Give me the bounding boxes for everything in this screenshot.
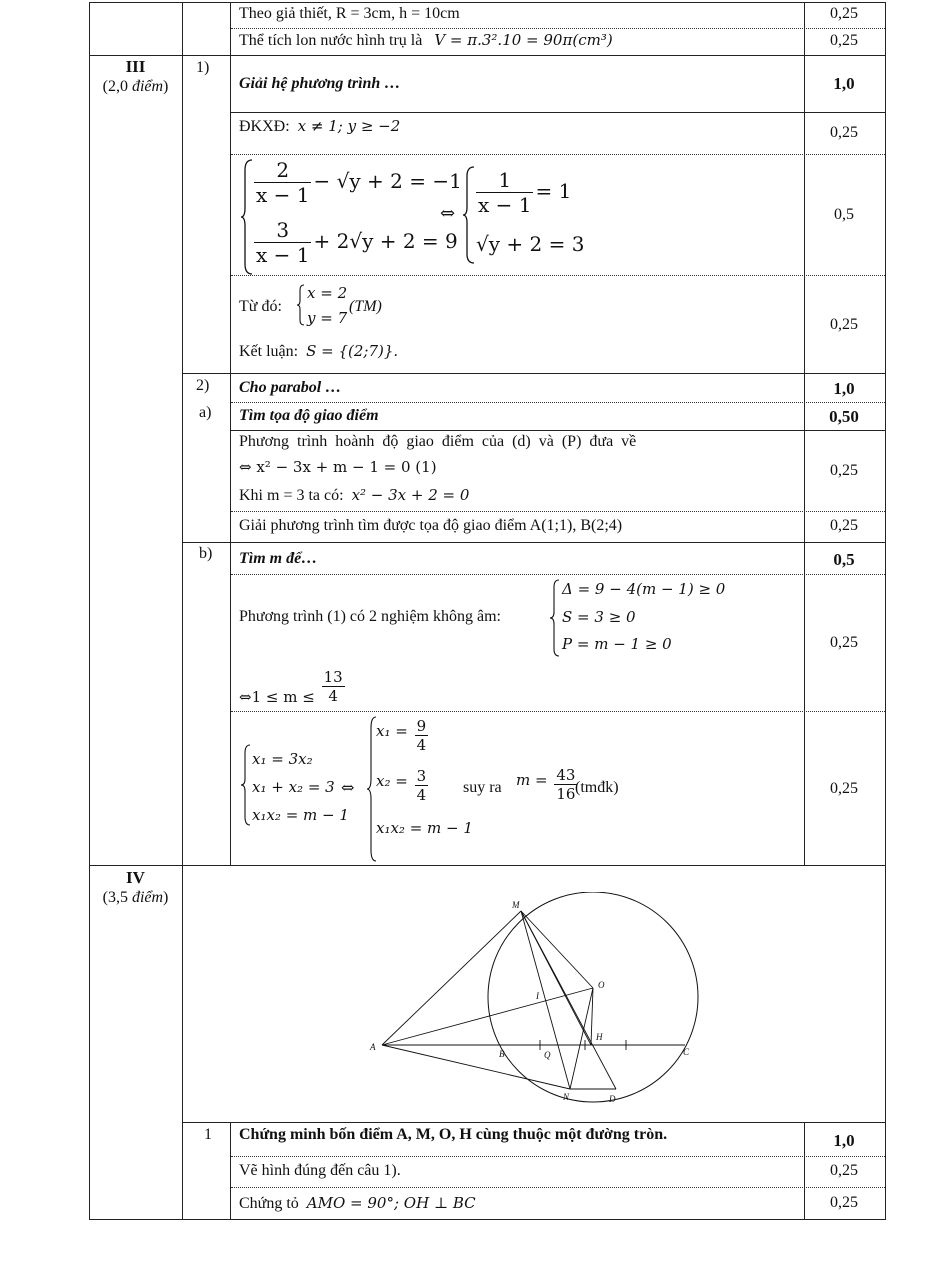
hline-dotted	[231, 28, 885, 29]
score: 0,50	[829, 407, 859, 426]
frac-num: 3	[416, 767, 427, 785]
geometry-figure	[365, 892, 705, 1112]
vieta-2: x₁ + x₂ = 3	[252, 778, 335, 796]
question-title: Chứng minh bốn điểm A, M, O, H cùng thuộc một đường tròn.	[239, 1126, 668, 1143]
s-condition: S = 3 ≥ 0	[562, 608, 636, 626]
section-number: III	[125, 57, 146, 76]
score: 0,25	[830, 634, 858, 651]
sys-right-line-1-rest: = 1	[535, 179, 572, 203]
hline-dotted	[231, 574, 885, 575]
frac-den: 4	[322, 686, 345, 705]
ve-hinh: Vẽ hình đúng đến câu 1).	[239, 1162, 401, 1179]
score: 0,25	[830, 5, 858, 22]
hline-dotted	[231, 154, 885, 155]
x1-pre: x₁ =	[376, 721, 408, 740]
score: 0,5	[833, 550, 855, 569]
table-divider-1	[182, 2, 183, 1220]
ket-luan-label: Kết luận:	[239, 343, 299, 360]
question-title: Cho parabol …	[239, 379, 342, 396]
hline-dotted	[231, 1187, 885, 1188]
label-d: D	[609, 1094, 616, 1104]
m-pre: m =	[516, 770, 548, 789]
section-points: (2,0 điểm)	[102, 78, 169, 95]
table-border-right	[885, 2, 886, 1220]
frac-den: x − 1	[256, 243, 310, 267]
frac-den: 16	[556, 785, 576, 803]
table-divider-2	[230, 2, 231, 865]
frac-num: 43	[556, 766, 576, 784]
tu-do-label: Từ đó:	[239, 298, 282, 315]
label-n: N	[563, 1092, 570, 1102]
question-number: 1)	[196, 59, 210, 76]
giai-pt: Giải phương trình tìm được tọa độ giao điểm A(1;1), B(2;4)	[239, 517, 623, 534]
question-title: Tìm tọa độ giao điểm	[239, 407, 379, 424]
pt-hoanh-do: Phương trình hoành độ giao điểm của (d) và (P) đưa về	[239, 433, 637, 450]
label-m: M	[512, 900, 520, 910]
score: 0,25	[830, 517, 858, 534]
hline	[89, 1219, 886, 1220]
sys-line-2-rest: + 2√y + 2 = 9	[313, 229, 458, 253]
dkxd-label: ĐKXĐ:	[239, 118, 290, 135]
score: 0,25	[830, 780, 858, 797]
row-text-theo-gia-thiet: Theo giả thiết, R = 3cm, h = 10cm	[239, 5, 460, 22]
section-number: IV	[126, 868, 145, 887]
brace-icon	[296, 284, 306, 326]
khi-m-formula: x² − 3x + 2 = 0	[351, 486, 470, 504]
hline-dotted	[231, 511, 885, 512]
hline	[183, 1122, 886, 1123]
frac-num: 3	[276, 218, 290, 242]
row-text-the-tich	[239, 31, 613, 50]
tu-do-y: y = 7	[307, 309, 348, 327]
the-tich-label: Thể tích lon nước hình trụ là	[239, 32, 423, 49]
score: 0,25	[830, 1162, 858, 1179]
x1-value	[376, 717, 430, 754]
score: 1,0	[833, 379, 855, 398]
tu-do-x: x = 2	[307, 284, 348, 302]
score: 0,25	[830, 316, 858, 333]
sys-line-2	[252, 218, 458, 267]
dkxd-formula: x ≠ 1; y ≥ −2	[297, 117, 401, 135]
ket-luan-formula: S = {(2;7)}.	[306, 342, 399, 360]
table-border-left	[89, 2, 90, 1220]
the-tich-formula: V = π.3².10 = 90π(cm³)	[434, 31, 613, 49]
sys-right-line-2: √y + 2 = 3	[476, 232, 585, 256]
vieta-3: x₁x₂ = m − 1	[252, 806, 349, 824]
table-divider-2b	[230, 1122, 231, 1220]
ket-luan-row	[239, 342, 398, 361]
frac-num: 13	[323, 668, 343, 686]
chung-to-label: Chứng tỏ	[239, 1195, 299, 1212]
range-row	[239, 668, 347, 705]
hline	[231, 430, 885, 431]
chung-to-row	[239, 1194, 476, 1213]
score: 0,5	[834, 206, 854, 223]
label-i: I	[536, 991, 539, 1001]
p-condition: P = m − 1 ≥ 0	[562, 635, 672, 653]
frac-den: 4	[416, 736, 427, 754]
range-pre: ⇔1 ≤ m ≤	[239, 687, 315, 706]
frac-den: 4	[416, 786, 427, 804]
score: 1,0	[833, 1131, 855, 1150]
hline-dotted	[231, 711, 885, 712]
score: 0,25	[830, 462, 858, 479]
frac-num: 9	[416, 717, 427, 735]
dkxd-row	[239, 117, 400, 136]
tu-do-tm: (TM)	[349, 298, 382, 315]
label-c: C	[683, 1047, 690, 1057]
pt-hoanh-do-formula: ⇔ x² − 3x + m − 1 = 0 (1)	[239, 458, 437, 476]
score: 0,25	[830, 1194, 858, 1211]
delta-condition: Δ = 9 − 4(m − 1) ≥ 0	[562, 580, 726, 598]
label-q: Q	[544, 1050, 551, 1060]
hline	[183, 542, 886, 543]
m-value	[516, 766, 579, 803]
equiv-symbol: ⇔	[440, 203, 456, 224]
question-title: Tìm m để…	[239, 550, 318, 567]
label-o: O	[598, 980, 605, 990]
frac-den: x − 1	[256, 183, 310, 207]
hline-dotted	[231, 275, 885, 276]
section-points: (3,5 điểm)	[102, 889, 169, 906]
hline	[183, 373, 886, 374]
hline-dotted	[231, 1156, 885, 1157]
tmdk: (tmđk)	[575, 779, 619, 796]
question-number: a)	[199, 404, 212, 421]
brace-icon	[549, 579, 561, 657]
sys-line-1	[252, 158, 462, 207]
hline-dotted	[231, 402, 885, 403]
hline	[89, 55, 886, 56]
chung-to-formula: AMO = 90°; OH ⊥ BC	[306, 1194, 476, 1212]
label-b: B	[499, 1049, 505, 1059]
x2-pre: x₂ =	[376, 771, 408, 790]
hline	[89, 2, 886, 3]
khi-m-label: Khi m = 3 ta có:	[239, 487, 344, 504]
frac-den: x − 1	[478, 193, 532, 217]
question-number: 2)	[196, 377, 210, 394]
question-title: Giải hệ phương trình …	[239, 75, 401, 92]
sys-line-1-rest: − √y + 2 = −1	[313, 169, 462, 193]
vieta-1: x₁ = 3x₂	[252, 750, 313, 768]
frac-num: 1	[498, 168, 512, 192]
score: 0,25	[830, 124, 858, 141]
sys-right-line-1	[474, 168, 571, 217]
pt1-co: Phương trình (1) có 2 nghiệm không âm:	[239, 608, 501, 625]
score: 1,0	[833, 74, 855, 93]
question-number: 1	[204, 1126, 212, 1143]
frac-num: 2	[276, 158, 290, 182]
label-h: H	[596, 1032, 603, 1042]
hline	[231, 112, 885, 113]
hline	[89, 865, 886, 866]
suy-ra: suy ra	[463, 779, 502, 796]
khi-m-row	[239, 486, 469, 505]
question-number: b)	[199, 545, 213, 562]
brace-icon	[240, 744, 252, 826]
x1x2-value: x₁x₂ = m − 1	[376, 819, 473, 837]
equiv-symbol: ⇔	[341, 778, 355, 797]
score: 0,25	[830, 32, 858, 49]
x2-value	[376, 767, 430, 804]
label-a: A	[370, 1042, 376, 1052]
